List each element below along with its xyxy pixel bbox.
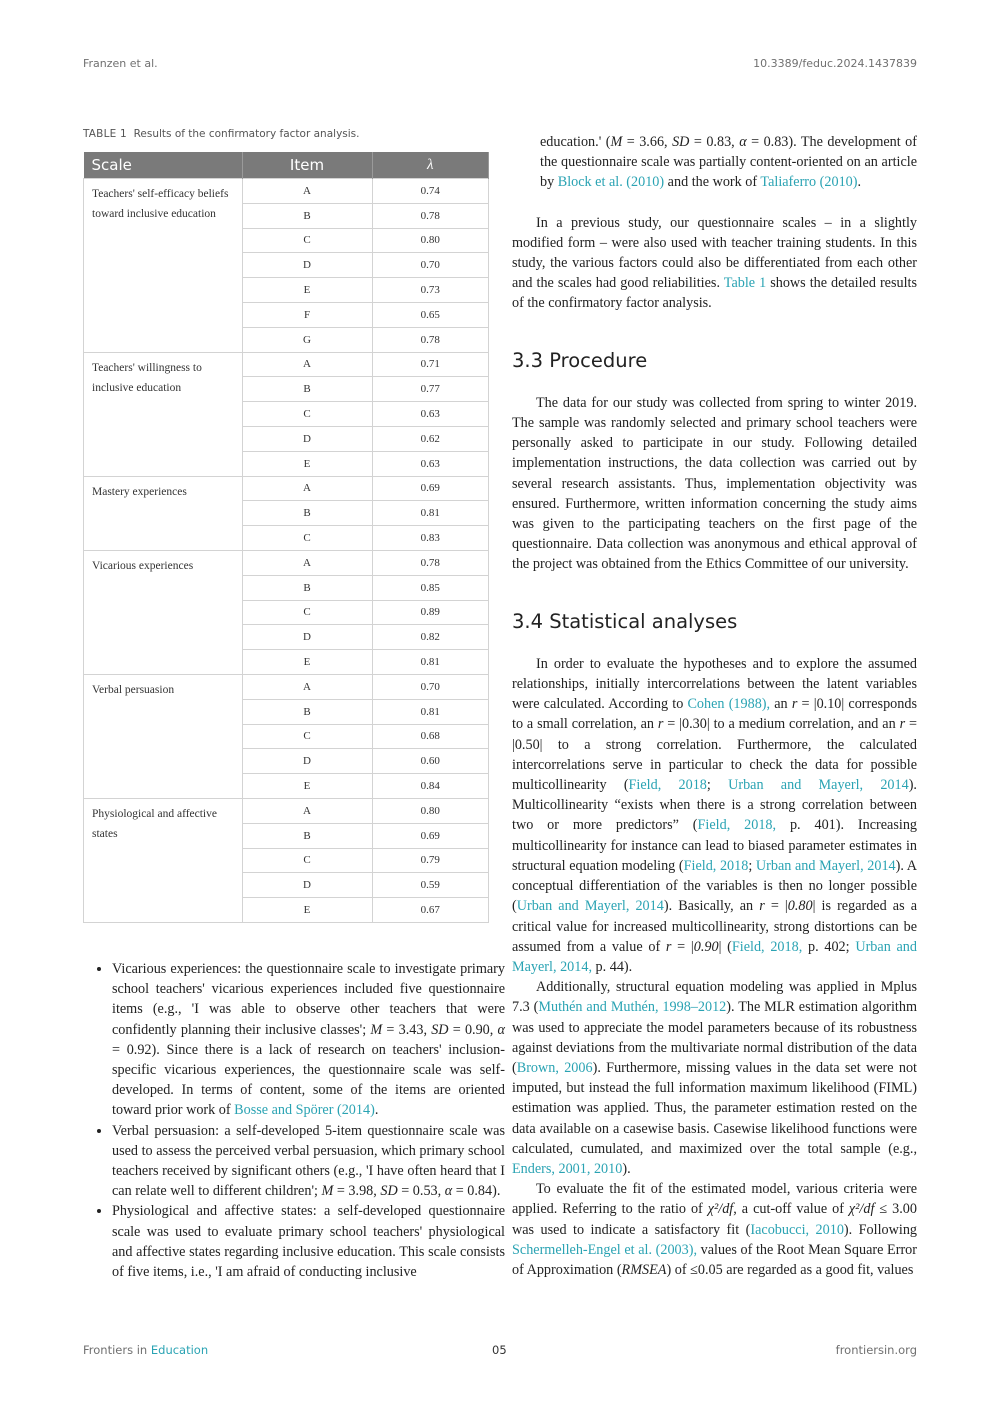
scale-name-cell: Vicarious experiences bbox=[84, 550, 243, 674]
column-header-scale: Scale bbox=[84, 152, 243, 179]
footer-journal-link[interactable]: Education bbox=[150, 1343, 209, 1357]
item-cell: A bbox=[242, 550, 372, 575]
running-head-authors: Franzen et al. bbox=[83, 57, 158, 70]
citation-link[interactable]: Muthén and Muthén, 1998–2012 bbox=[538, 999, 727, 1016]
item-cell: B bbox=[242, 377, 372, 402]
lambda-cell: 0.62 bbox=[372, 426, 489, 451]
bullet-physiological-states: • Physiological and affective states: a self-developed questionnaire scale was used to evaluate primary school teachers' physiological and affective states regarding inclusive education. This scale consists of five items, i.e., 'I am afraid of conducting inclusive bbox=[112, 1201, 505, 1282]
item-cell: E bbox=[242, 774, 372, 799]
citation-link[interactable]: Urban and Mayerl, 2014 bbox=[516, 898, 664, 915]
lambda-cell: 0.63 bbox=[372, 451, 489, 476]
page-number: 05 bbox=[492, 1343, 507, 1357]
footer-journal-prefix: Frontiers in bbox=[83, 1343, 151, 1357]
lambda-cell: 0.59 bbox=[372, 873, 489, 898]
paragraph-procedure: The data for our study was collected from spring to winter 2019. The sample was randomly selected and primary school teachers were personally asked to participate in our study. Following detailed implementation instructions, the data collection was carried out by several research assistants. Thus, implementation objectivity was ensured. Furthermore, written information concerning the study aims was given to the participating teachers on the first page of the questionnaire. Data collection was anonymous and ethical approval of the project was obtained from the Ethics Committee of our university. bbox=[512, 394, 917, 573]
lambda-cell: 0.81 bbox=[372, 699, 489, 724]
lambda-cell: 0.78 bbox=[372, 327, 489, 352]
table-row bbox=[84, 179, 489, 204]
lambda-cell: 0.80 bbox=[372, 228, 489, 253]
item-cell: F bbox=[242, 302, 372, 327]
item-cell: D bbox=[242, 426, 372, 451]
item-cell: B bbox=[242, 203, 372, 228]
citation-link[interactable]: Urban and Mayerl, 2014 bbox=[755, 857, 896, 874]
citation-link[interactable]: Urban and Mayerl, 2014 bbox=[728, 777, 909, 794]
table-body bbox=[84, 179, 489, 923]
citation-link[interactable]: Field, 2018 bbox=[628, 777, 707, 794]
lambda-cell: 0.69 bbox=[372, 823, 489, 848]
table-row bbox=[84, 476, 489, 501]
scale-name-cell: Mastery experiences bbox=[84, 476, 243, 550]
citation-link[interactable]: Table 1 bbox=[723, 275, 767, 292]
citation-link[interactable]: Cohen (1988), bbox=[687, 696, 771, 713]
paragraph-correlations: In order to evaluate the hypotheses and to explore the assumed relationships, initially intercorrelations between the latent variables were calculated. According to Cohen (1988), an r = |0.10| corresponds to a small correlation, an r = |0.30| to a medium correlation, and an r = |0.50| to a strong correlation. Furthermore, the calculated intercorrelations serve in particular to check the data for possible multicollinearity (Field, 2018; Urban and Mayerl, 2014). Multicollinearity “exists when there is a strong correlation between two or more predictors” (Field, 2018, p. 401). Increasing multicollinearity for instance can lead to biased parameter estimates in structural equation modeling (Field, 2018; Urban and Mayerl, 2014). A conceptual differentiation of the variables is then no longer possible (Urban and Mayerl, 2014). Basically, an r = |0.80| is regarded as a critical value for increased multicollinearity, strong distortions can be assumed from a value of r = |0.90| (Field, 2018, p. 402; Urban and Mayerl, 2014, p. 44). bbox=[512, 655, 918, 975]
lambda-cell: 0.69 bbox=[372, 476, 489, 501]
section-heading-statistical-analyses: 3.4 Statistical analyses bbox=[512, 609, 738, 633]
item-cell: C bbox=[242, 526, 372, 551]
lambda-cell: 0.60 bbox=[372, 749, 489, 774]
lambda-cell: 0.70 bbox=[372, 253, 489, 278]
bullet-vicarious-experiences: • Vicarious experiences: the questionnaire scale to investigate primary school teachers' vicarious experiences included five questionnaire items (e.g., 'I was able to observe other teachers that were confidently planning their inclusive classes'; M = 3.43, SD = 0.90, α = 0.92). Since there is a lack of research on teachers' inclusion-specific vicarious experiences, the questionnaire scale was self-developed. In terms of content, some of the items are oriented toward prior work of Bosse and Spörer (2014). bbox=[112, 959, 505, 1121]
table-row bbox=[84, 674, 489, 699]
citation-link[interactable]: Iacobucci, 2010 bbox=[750, 1221, 844, 1238]
item-cell: D bbox=[242, 749, 372, 774]
table-caption-text: Results of the confirmatory factor analysis. bbox=[133, 128, 360, 140]
citation-link[interactable]: Field, 2018, bbox=[697, 817, 777, 834]
item-cell: C bbox=[242, 402, 372, 427]
lambda-cell: 0.81 bbox=[372, 650, 489, 675]
bullet-continuation: education.' (M = 3.66, SD = 0.83, α = 0.83). The development of the questionnaire scale was partially content-oriented on an article by Block et al. (2010) and the work of Taliaferro (2010). bbox=[540, 134, 917, 191]
citation-link[interactable]: Field, 2018 bbox=[683, 857, 749, 874]
lambda-cell: 0.81 bbox=[372, 501, 489, 526]
item-cell: E bbox=[242, 451, 372, 476]
lambda-cell: 0.71 bbox=[372, 352, 489, 377]
table-row bbox=[84, 798, 489, 823]
item-cell: B bbox=[242, 699, 372, 724]
cfa-results-table bbox=[83, 152, 489, 923]
item-cell: D bbox=[242, 253, 372, 278]
citation-link[interactable]: Schermelleh-Engel et al. (2003), bbox=[512, 1241, 697, 1258]
column-header-lambda: λ bbox=[372, 152, 489, 179]
scale-name-cell: Teachers' willingness to inclusive education bbox=[84, 352, 243, 476]
item-cell: G bbox=[242, 327, 372, 352]
scale-description-list bbox=[96, 959, 505, 1282]
item-cell: A bbox=[242, 798, 372, 823]
right-column bbox=[512, 132, 917, 1280]
table-header-row bbox=[84, 152, 489, 179]
item-cell: C bbox=[242, 848, 372, 873]
item-cell: C bbox=[242, 600, 372, 625]
item-cell: B bbox=[242, 501, 372, 526]
paragraph-sem: Additionally, structural equation modeling was applied in Mplus 7.3 (Muthén and Muthén, 1998–2012). The MLR estimation algorithm was used to appreciate the model parameters because of its robustness against deviations from the multivariate normal distribution of the data (Brown, 2006). Furthermore, missing values in the data set were not imputed, but instead the full information maximum likelihood (FIML) estimation was applied. Thus, the parameter estimation rested on the data available on a casewise basis. Casewise likelihood functions were calculated, cumulated, and maximized over the total sample (e.g., Enders, 2001, 2010). bbox=[512, 979, 917, 1177]
citation-link[interactable]: Urban and Mayerl, 2014, bbox=[512, 938, 917, 975]
item-cell: E bbox=[242, 278, 372, 303]
footer-journal bbox=[83, 1343, 208, 1357]
lambda-cell: 0.82 bbox=[372, 625, 489, 650]
lambda-cell: 0.84 bbox=[372, 774, 489, 799]
citation-link[interactable]: Bosse and Spörer (2014) bbox=[234, 1102, 375, 1119]
footer-site-link[interactable]: frontiersin.org bbox=[835, 1343, 917, 1357]
lambda-cell: 0.77 bbox=[372, 377, 489, 402]
lambda-cell: 0.73 bbox=[372, 278, 489, 303]
item-cell: D bbox=[242, 873, 372, 898]
lambda-cell: 0.67 bbox=[372, 898, 489, 923]
lambda-cell: 0.70 bbox=[372, 674, 489, 699]
item-cell: C bbox=[242, 228, 372, 253]
item-cell: A bbox=[242, 476, 372, 501]
paragraph-previous-study: In a previous study, our questionnaire scales – in a slightly modified form – were also used with teacher training students. In this study, the various factors could also be differentiated from each other and the scales had good reliabilities. Table 1 shows the detailed results of the confirmatory factor analysis. bbox=[512, 214, 917, 312]
paragraph-model-fit: To evaluate the fit of the estimated model, various criteria were applied. Referring to the ratio of χ²/df, a cut-off value of χ²/df ≤ 3.00 was used to indicate a satisfactory fit (Iacobucci, 2010). Following Schermelleh-Engel et al. (2003), values of the Root Mean Square Error of Approximation (RMSEA) of ≤0.05 are regarded as a good fit, values bbox=[512, 1181, 918, 1278]
item-cell: A bbox=[242, 179, 372, 204]
section-heading-procedure: 3.3 Procedure bbox=[512, 348, 648, 372]
citation-link[interactable]: Enders, 2001, 2010 bbox=[512, 1160, 623, 1177]
citation-link[interactable]: Taliaferro (2010) bbox=[760, 174, 858, 191]
lambda-cell: 0.78 bbox=[372, 203, 489, 228]
table-row bbox=[84, 550, 489, 575]
bullet-verbal-persuasion: • Verbal persuasion: a self-developed 5-item questionnaire scale was used to assess the perceived verbal persuasion, which primary school teachers received by significant others (e.g., 'I have often heard that I can relate well to different children'; M = 3.98, SD = 0.53, α = 0.84). bbox=[112, 1121, 505, 1202]
table-row bbox=[84, 352, 489, 377]
lambda-cell: 0.80 bbox=[372, 798, 489, 823]
lambda-cell: 0.89 bbox=[372, 600, 489, 625]
lambda-cell: 0.63 bbox=[372, 402, 489, 427]
lambda-cell: 0.68 bbox=[372, 724, 489, 749]
item-cell: B bbox=[242, 575, 372, 600]
item-cell: E bbox=[242, 650, 372, 675]
scale-name-cell: Physiological and affective states bbox=[84, 798, 243, 922]
lambda-cell: 0.74 bbox=[372, 179, 489, 204]
running-head-doi: 10.3389/feduc.2024.1437839 bbox=[753, 57, 917, 70]
item-cell: A bbox=[242, 352, 372, 377]
item-cell: C bbox=[242, 724, 372, 749]
citation-link[interactable]: Brown, 2006 bbox=[516, 1059, 593, 1076]
lambda-cell: 0.79 bbox=[372, 848, 489, 873]
scale-name-cell: Teachers' self-efficacy beliefs toward inclusive education bbox=[84, 179, 243, 353]
item-cell: A bbox=[242, 674, 372, 699]
lambda-cell: 0.83 bbox=[372, 526, 489, 551]
table-label: TABLE 1 bbox=[83, 128, 127, 140]
scale-name-cell: Verbal persuasion bbox=[84, 674, 243, 798]
item-cell: E bbox=[242, 898, 372, 923]
item-cell: B bbox=[242, 823, 372, 848]
item-cell: D bbox=[242, 625, 372, 650]
lambda-cell: 0.78 bbox=[372, 550, 489, 575]
citation-link[interactable]: Field, 2018, bbox=[731, 938, 803, 955]
table-caption bbox=[83, 128, 359, 140]
lambda-cell: 0.85 bbox=[372, 575, 489, 600]
column-header-item: Item bbox=[242, 152, 372, 179]
citation-link[interactable]: Block et al. (2010) bbox=[557, 174, 665, 191]
lambda-cell: 0.65 bbox=[372, 302, 489, 327]
